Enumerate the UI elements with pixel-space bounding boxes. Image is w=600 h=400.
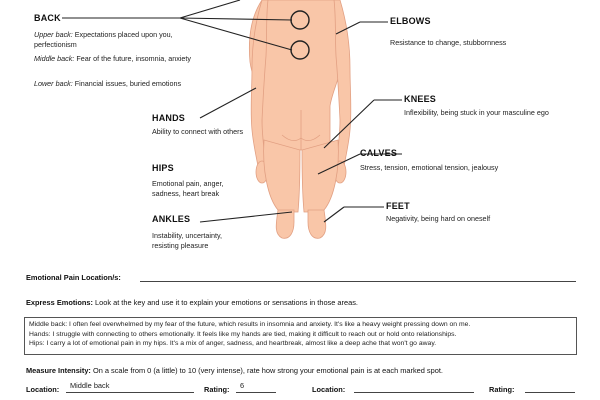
rating-1-value: 6 — [240, 381, 245, 390]
express-emotions-instructions: Look at the key and use it to explain your emotions or sensations in those areas. — [95, 298, 358, 307]
rating-1-label: Rating: — [204, 385, 230, 394]
calves-heading: CALVES — [360, 148, 398, 158]
back-middle-desc — [34, 54, 204, 64]
back-upper-desc — [34, 30, 204, 50]
hands-heading: HANDS — [152, 113, 186, 123]
express-line-middle-back: Middle back: I often feel overwhelmed by my fear of the future, which results in insomnia and anxiety. It's like a heavy weight pressing down on me. — [29, 321, 471, 328]
rating-1-field[interactable] — [236, 392, 276, 393]
location-1-value: Middle back — [70, 381, 110, 390]
pain-location-field[interactable] — [140, 281, 576, 282]
lower-back-label: Lower back: — [34, 79, 73, 88]
express-emotions-label: Express Emotions: — [26, 298, 93, 307]
feet-desc: Negativity, being hard on oneself — [386, 214, 491, 223]
pain-location-label: Emotional Pain Location/s: — [26, 273, 121, 282]
express-emotions-textarea[interactable] — [24, 317, 577, 355]
body-silhouette — [249, 0, 351, 238]
knees-desc: Inflexibility, being stuck in your masculine ego — [404, 108, 549, 117]
ankles-heading: ANKLES — [152, 214, 191, 224]
location-1-label: Location: — [26, 385, 60, 394]
rating-2-label: Rating: — [489, 385, 515, 394]
location-1-field[interactable] — [66, 392, 194, 393]
hips-desc: Emotional pain, anger, sadness, heart break — [152, 179, 224, 198]
back-heading: BACK — [34, 13, 61, 23]
hips-heading: HIPS — [152, 163, 174, 173]
rating-2-field[interactable] — [525, 392, 575, 393]
back-lower-desc — [34, 79, 204, 89]
feet-heading: FEET — [386, 201, 410, 211]
express-line-hands: Hands: I struggle with connecting to others emotionally. It feels like my hands are tied, making it difficult to reach out or hold onto relationships. — [29, 330, 457, 338]
express-emotions-row — [26, 298, 586, 307]
measure-intensity-row — [26, 366, 596, 375]
lower-back-text: Financial issues, buried emotions — [74, 79, 182, 88]
location-2-field[interactable] — [354, 392, 474, 393]
location-2-label: Location: — [312, 385, 346, 394]
elbows-heading: ELBOWS — [390, 16, 431, 26]
upper-back-label: Upper back: — [34, 30, 73, 39]
ankles-desc: Instability, uncertainty, resisting pleasure — [152, 231, 223, 250]
hands-desc: Ability to connect with others — [152, 127, 244, 136]
pain-location-row — [26, 273, 121, 282]
upper-back-text: Expectations placed upon you, perfectionism — [34, 30, 173, 49]
middle-back-text: Fear of the future, insomnia, anxiety — [76, 54, 192, 63]
calves-desc: Stress, tension, emotional tension, jealousy — [360, 163, 499, 172]
middle-back-label: Middle back: — [34, 54, 75, 63]
knees-heading: KNEES — [404, 94, 437, 104]
express-line-hips: Hips: I carry a lot of emotional pain in my hips. It's a mix of anger, sadness, and heartbreak, almost like a deep ache that won't go away. — [29, 340, 437, 348]
measure-intensity-label: Measure Intensity: — [26, 366, 91, 375]
measure-intensity-instructions: On a scale from 0 (a little) to 10 (very intense), rate how strong your emotional pain is at each marked spot. — [92, 366, 443, 375]
elbows-desc: Resistance to change, stubbornness — [390, 38, 507, 47]
